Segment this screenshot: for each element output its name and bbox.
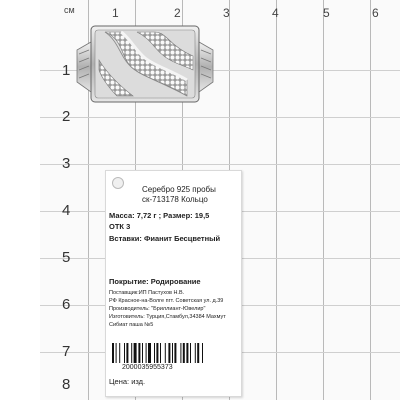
ruler-col-label: 6 xyxy=(372,6,379,20)
ring-image xyxy=(75,20,215,106)
grid-line xyxy=(40,164,400,165)
ring-band-left xyxy=(77,42,91,92)
barcode-bar xyxy=(134,343,137,363)
ruler-row-label: 3 xyxy=(62,155,71,172)
barcode-bar xyxy=(172,343,173,363)
grid-line xyxy=(323,0,324,400)
tag-otk: ОТК 3 xyxy=(109,222,131,231)
tag-coating: Покрытие: Родирование xyxy=(109,277,201,286)
barcode-bar xyxy=(160,343,161,363)
tag-weight-size: Масса: 7,72 г ; Размер: 19,5 xyxy=(109,211,210,220)
barcode-bar xyxy=(180,343,181,363)
tag-producer: Производитель: "Бриллиант-Ювелир" xyxy=(109,306,206,312)
barcode-bar xyxy=(126,343,128,363)
barcode-bar xyxy=(138,343,140,363)
tag-hole xyxy=(112,177,124,189)
barcode-bar xyxy=(142,343,143,363)
ruler-unit-label: см xyxy=(64,5,75,15)
tag-manufacturer-address: Сибиат паша №5 xyxy=(109,322,154,328)
barcode-bar xyxy=(197,343,199,363)
ring-band-right xyxy=(199,42,213,92)
barcode-bar xyxy=(116,343,117,363)
barcode-bar xyxy=(112,343,114,363)
barcode-bar xyxy=(195,343,196,363)
barcode-bar xyxy=(165,343,166,363)
ruler-row-label: 2 xyxy=(62,108,71,125)
tag-supplier-address: РФ Красное-на-Волге пгт. Советская ул. д.39 xyxy=(109,298,224,304)
barcode-bar xyxy=(124,343,125,363)
barcode-bar xyxy=(186,343,188,363)
grid-line xyxy=(276,0,277,400)
barcode xyxy=(110,343,236,363)
barcode-bar xyxy=(131,343,132,363)
ruler-row-label: 8 xyxy=(62,376,71,393)
tag-supplier: Поставщик:ИП Пастухов Н.В. xyxy=(109,290,185,296)
tag-manufacturer: Изготовитель: Турция,Стамбул,34384 Махмут xyxy=(109,314,226,320)
ruler-row-label: 5 xyxy=(62,249,71,266)
barcode-bar xyxy=(119,343,120,363)
grid-line xyxy=(40,117,400,118)
ruler-col-label: 2 xyxy=(174,6,181,20)
barcode-bar xyxy=(174,343,176,363)
ruler-row-label: 4 xyxy=(62,202,71,219)
tag-inserts: Вставки: Фианит Бесцветный xyxy=(109,234,221,243)
barcode-bar xyxy=(202,343,203,363)
ruler-row-label: 6 xyxy=(62,296,71,313)
tag-article: ск-713178 Кольцо xyxy=(142,195,208,204)
ruler-col-label: 1 xyxy=(112,6,119,20)
tag-material: Серебро 925 пробы xyxy=(142,185,216,194)
barcode-bar xyxy=(146,343,147,363)
grid-line xyxy=(370,0,371,400)
product-tag xyxy=(105,170,242,397)
ruler-col-label: 5 xyxy=(323,6,330,20)
barcode-bar xyxy=(148,343,151,363)
ruler-col-label: 4 xyxy=(272,6,279,20)
barcode-bar xyxy=(168,343,170,363)
ruler-row-label: 1 xyxy=(62,62,71,79)
barcode-bar xyxy=(190,343,191,363)
barcode-bar xyxy=(156,343,158,363)
ruler-row-label: 7 xyxy=(62,343,71,360)
barcode-bar xyxy=(183,343,185,363)
barcode-bar xyxy=(154,343,155,363)
price-label: Цена: изд. xyxy=(109,377,146,386)
ruler-col-label: 3 xyxy=(223,6,230,20)
barcode-number: 2000035955373 xyxy=(122,364,173,371)
